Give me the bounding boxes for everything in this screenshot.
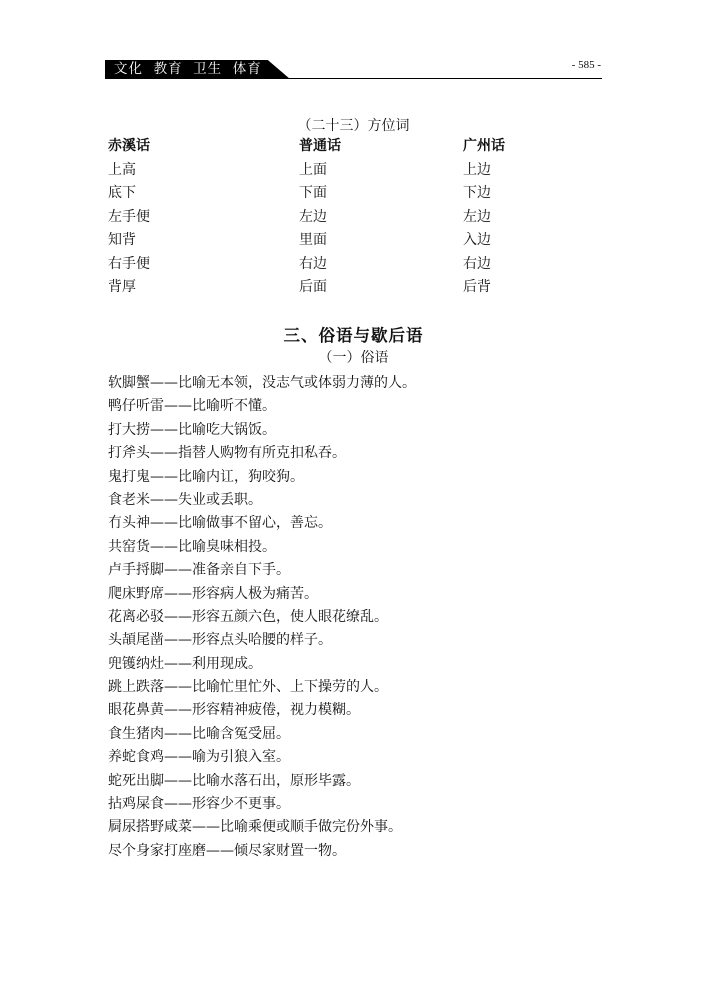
saying-item: 兜镬纳灶——利用现成。 bbox=[108, 655, 262, 672]
column-cantonese bbox=[463, 135, 505, 300]
word-cell: 左手便 bbox=[108, 208, 150, 225]
word-cell: 右边 bbox=[463, 255, 491, 272]
word-cell: 右边 bbox=[299, 255, 327, 272]
column-header: 广州话 bbox=[463, 138, 505, 154]
page-number: - 585 - bbox=[571, 59, 601, 71]
header-rule bbox=[105, 78, 602, 79]
word-cell: 右手便 bbox=[108, 255, 150, 272]
word-cell: 上边 bbox=[463, 161, 491, 178]
word-cell: 左边 bbox=[463, 208, 491, 225]
saying-item: 鸭仔听雷——比喻听不懂。 bbox=[108, 398, 276, 415]
saying-item: 卢手捋脚——准备亲自下手。 bbox=[108, 562, 290, 579]
word-cell: 知背 bbox=[108, 232, 136, 248]
saying-item: 眼花鼻黄——形容精神疲倦，视力模糊。 bbox=[108, 702, 360, 719]
saying-item: 共窑货——比喻臭味相投。 bbox=[108, 538, 276, 555]
section-title-sayings: 三、俗语与歇后语 bbox=[283, 326, 424, 345]
saying-item: 养蛇食鸡——喻为引狼入室。 bbox=[108, 749, 290, 766]
saying-item: 爬床野席——形容病人极为痛苦。 bbox=[108, 585, 318, 602]
saying-item: 食老米——失业或丢职。 bbox=[108, 491, 262, 508]
running-header-section-label: 文化 教育 卫生 体育 bbox=[114, 61, 262, 77]
saying-item: 食生猪肉——比喻含冤受屈。 bbox=[108, 725, 290, 742]
saying-item: 打大捞——比喻吃大锅饭。 bbox=[108, 421, 276, 438]
saying-item: 蛇死出脚——比喻水落石出，原形毕露。 bbox=[108, 772, 360, 789]
word-cell: 里面 bbox=[299, 232, 327, 248]
saying-item: 鬼打鬼——比喻内讧，狗咬狗。 bbox=[108, 468, 304, 485]
word-cell: 上高 bbox=[108, 161, 136, 178]
saying-item: 花离必驳——形容五颜六色，使人眼花缭乱。 bbox=[108, 608, 388, 625]
column-chixi-dialect bbox=[108, 135, 150, 300]
column-header: 赤溪话 bbox=[108, 138, 150, 154]
word-cell: 后面 bbox=[299, 279, 327, 295]
word-cell: 下边 bbox=[463, 185, 491, 201]
column-header: 普通话 bbox=[299, 138, 341, 154]
saying-item: 跳上跌落——比喻忙里忙外、上下操劳的人。 bbox=[108, 679, 388, 696]
saying-item: 打斧头——指替人购物有所克扣私吞。 bbox=[108, 445, 346, 462]
subsection-title-folk-sayings: （一）俗语 bbox=[318, 350, 389, 366]
word-cell: 上面 bbox=[299, 161, 327, 178]
sayings-list bbox=[108, 372, 416, 863]
word-cell: 背厚 bbox=[108, 279, 136, 295]
saying-item: 头頡尾凿——形容点头哈腰的样子。 bbox=[108, 632, 332, 649]
word-cell: 后背 bbox=[463, 279, 491, 295]
saying-item: 尽个身家打座磨——倾尽家财置一物。 bbox=[108, 842, 346, 859]
saying-item: 屙尿搭野咸菜——比喻乘便或顺手做完份外事。 bbox=[108, 819, 402, 836]
saying-item: 拈鸡屎食——形容少不更事。 bbox=[108, 796, 290, 813]
word-cell: 底下 bbox=[108, 185, 136, 201]
saying-item: 冇头神——比喻做事不留心，善忘。 bbox=[108, 515, 332, 532]
word-cell: 入边 bbox=[463, 232, 491, 248]
saying-item: 软脚蟹——比喻无本领，没志气或体弱力薄的人。 bbox=[108, 375, 416, 391]
subsection-title-orientation-words: （二十三）方位词 bbox=[297, 118, 410, 134]
column-mandarin bbox=[299, 135, 341, 300]
word-cell: 下面 bbox=[299, 185, 327, 201]
word-cell: 左边 bbox=[299, 208, 327, 225]
